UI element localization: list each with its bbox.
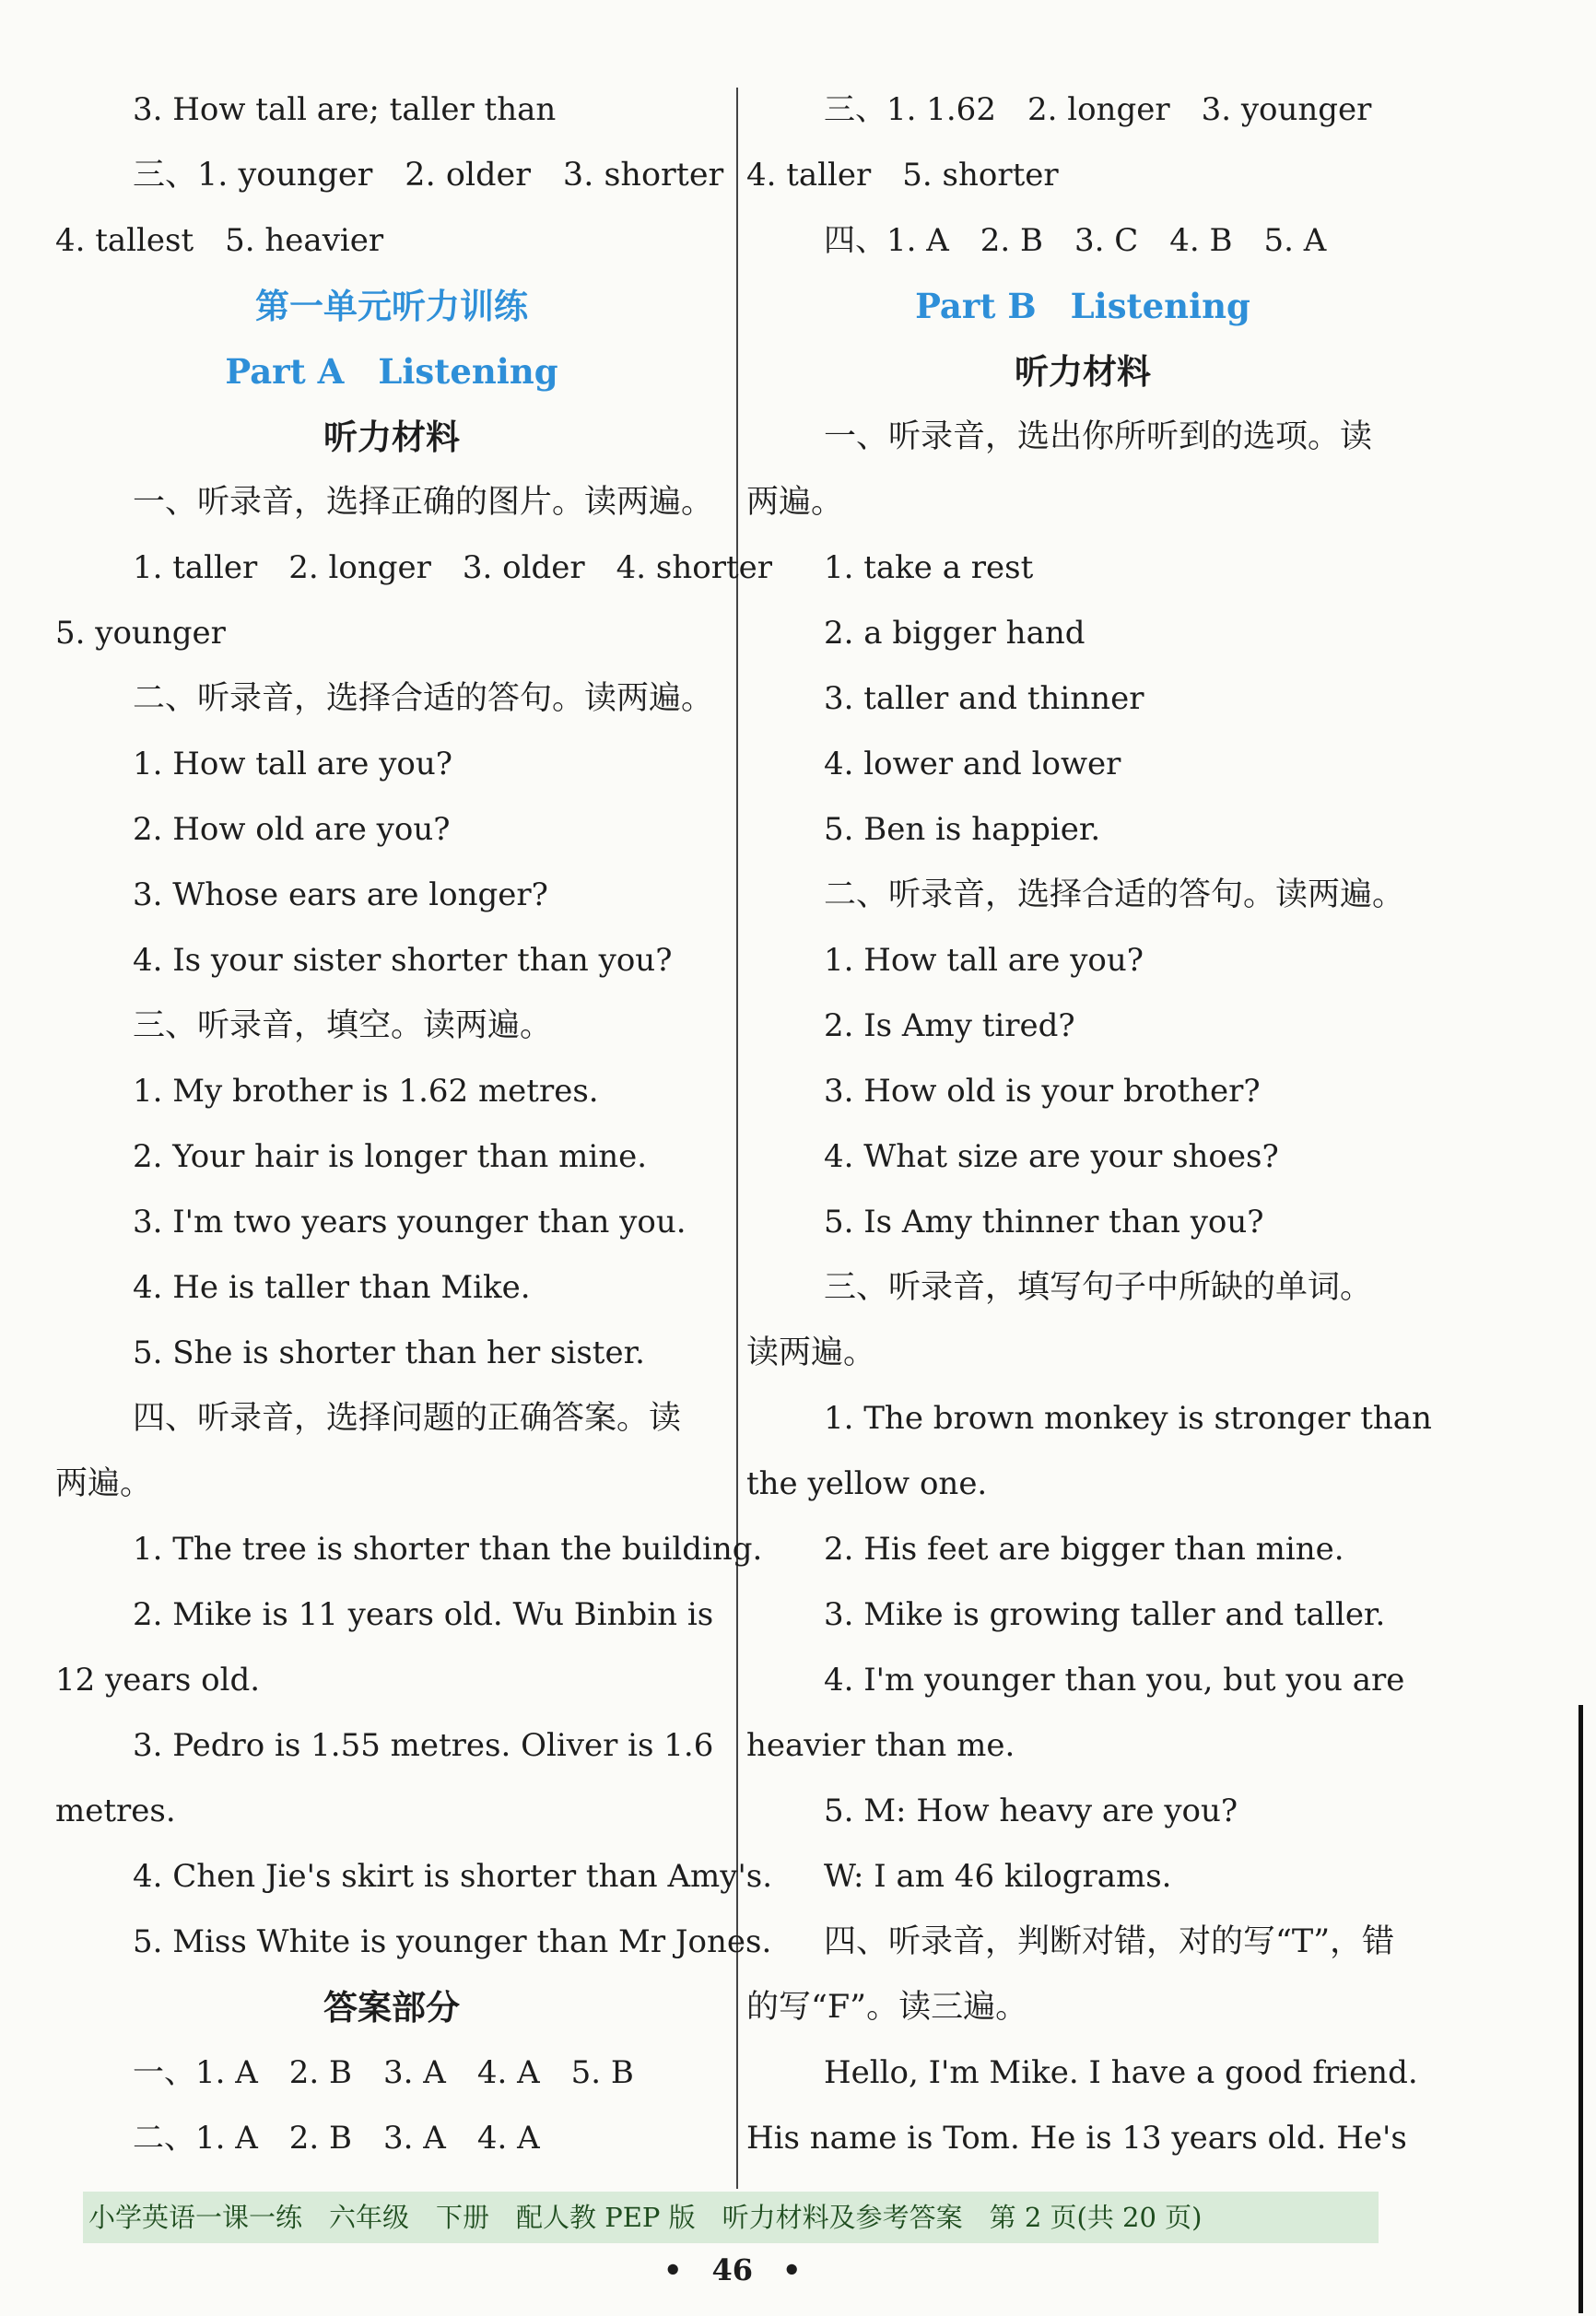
footer-banner: 小学英语一课一练 六年级 下册 配人教 PEP 版 听力材料及参考答案 第 2 页(共 20 页)	[83, 2192, 1379, 2243]
question-title: 四、听录音，判断对错，对的写“T”，错	[824, 1923, 1395, 1960]
list-item: 2. a bigger hand	[824, 615, 1086, 652]
answer-line: 4. tallest 5. heavier	[55, 222, 384, 259]
list-item: 2. Your hair is longer than mine.	[133, 1138, 648, 1175]
answer-line: 二、1. A 2. B 3. A 4. A	[133, 2120, 540, 2157]
page-number: • 46 •	[663, 2252, 802, 2287]
left-column	[55, 77, 773, 2171]
list-item: 1. How tall are you?	[133, 746, 453, 782]
list-item: 1. take a rest	[824, 549, 1034, 586]
list-item: 5. Is Amy thinner than you?	[824, 1204, 1264, 1240]
right-column	[746, 77, 1432, 2171]
question-title-cont: 两遍。	[746, 484, 844, 521]
text-line: 3. How tall are; taller than	[133, 91, 557, 128]
list-item: 2. His feet are bigger than mine.	[824, 1531, 1344, 1568]
list-item: 3. I'm two years younger than you.	[133, 1204, 687, 1240]
passage-line: Hello, I'm Mike. I have a good friend.	[824, 2054, 1418, 2091]
list-item: 3. Mike is growing taller and taller.	[824, 1596, 1386, 1633]
question-title: 一、听录音，选择正确的图片。读两遍。	[133, 484, 714, 521]
section-heading: 听力材料	[1015, 351, 1151, 392]
list-item: 5. She is shorter than her sister.	[133, 1334, 645, 1371]
list-item-cont: heavier than me.	[746, 1727, 1015, 1764]
question-title-cont: 的写“F”。读三遍。	[746, 1989, 1028, 2026]
list-item: 2. Mike is 11 years old. Wu Binbin is	[133, 1596, 714, 1633]
list-item: 3. Whose ears are longer?	[133, 876, 548, 913]
unit-title: 第一单元听力训练	[255, 286, 528, 326]
question-title: 二、听录音，选择合适的答句。读两遍。	[824, 876, 1405, 913]
list-item-cont: metres.	[55, 1793, 176, 1829]
list-item: W: I am 46 kilograms.	[824, 1858, 1172, 1895]
part-title: Part A Listening	[225, 351, 558, 392]
question-title-cont: 两遍。	[55, 1465, 153, 1502]
list-item: 1. The tree is shorter than the building.	[133, 1531, 763, 1568]
list-item: 5. M: How heavy are you?	[824, 1793, 1238, 1829]
question-title: 二、听录音，选择合适的答句。读两遍。	[133, 680, 714, 717]
list-item: 2. How old are you?	[133, 811, 451, 848]
list-item: 4. What size are your shoes?	[824, 1138, 1279, 1175]
part-title: Part B Listening	[915, 286, 1250, 326]
answer-line: 四、1. A 2. B 3. C 4. B 5. A	[824, 222, 1327, 259]
question-title: 一、听录音，选出你所听到的选项。读	[824, 418, 1373, 455]
answer-line: 三、1. 1.62 2. longer 3. younger	[824, 91, 1372, 128]
list-item: 4. He is taller than Mike.	[133, 1269, 531, 1306]
list-item: 3. taller and thinner	[824, 680, 1144, 717]
question-title: 三、听录音，填空。读两遍。	[133, 1007, 553, 1044]
list-item: 5. Miss White is younger than Mr Jones.	[133, 1923, 772, 1960]
list-item: 1. How tall are you?	[824, 942, 1144, 979]
passage-line: His name is Tom. He is 13 years old. He's	[746, 2120, 1407, 2157]
list-item: 4. Chen Jie's skirt is shorter than Amy's.	[133, 1858, 773, 1895]
list-item: 4. lower and lower	[824, 746, 1121, 782]
list-item: 4. I'm younger than you, but you are	[824, 1662, 1405, 1699]
list-item: 1. The brown monkey is stronger than	[824, 1400, 1432, 1437]
list-item: 1. taller 2. longer 3. older 4. shorter	[133, 549, 773, 586]
list-item: 3. How old is your brother?	[824, 1073, 1261, 1110]
list-item: 3. Pedro is 1.55 metres. Oliver is 1.6	[133, 1727, 714, 1764]
question-title: 四、听录音，选择问题的正确答案。读	[133, 1400, 682, 1437]
list-item-cont: 12 years old.	[55, 1662, 261, 1699]
list-item-cont: the yellow one.	[746, 1465, 988, 1502]
question-title-cont: 读两遍。	[746, 1334, 876, 1371]
page-edge-line	[1578, 1705, 1583, 2313]
section-heading: 听力材料	[323, 417, 460, 457]
list-item: 4. Is your sister shorter than you?	[133, 942, 673, 979]
answer-line: 一、1. A 2. B 3. A 4. A 5. B	[133, 2054, 634, 2091]
list-item: 5. younger	[55, 615, 226, 652]
question-title: 三、听录音，填写句子中所缺的单词。	[824, 1269, 1373, 1306]
answer-heading: 答案部分	[323, 1987, 460, 2028]
list-item: 1. My brother is 1.62 metres.	[133, 1073, 599, 1110]
list-item: 2. Is Amy tired?	[824, 1007, 1075, 1044]
answer-line: 三、1. younger 2. older 3. shorter	[133, 157, 724, 194]
answer-line: 4. taller 5. shorter	[746, 157, 1059, 194]
list-item: 5. Ben is happier.	[824, 811, 1101, 848]
